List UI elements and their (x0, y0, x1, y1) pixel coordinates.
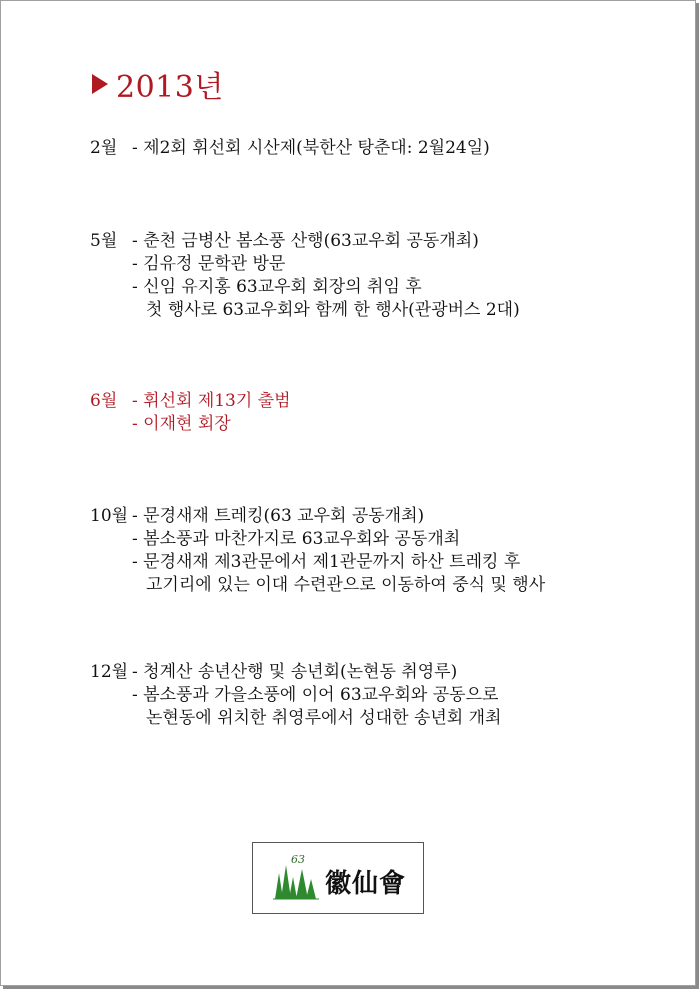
event-month: 10월 (90, 506, 129, 526)
event-item-continuation: 첫 행사로 63교우회와 함께 한 행사(관광버스 2대) (146, 300, 520, 320)
event-feb (90, 137, 490, 160)
event-line (90, 505, 545, 528)
club-logo (252, 842, 424, 914)
event-month: 6월 (90, 391, 118, 411)
year-heading-text: 2013년 (116, 70, 224, 105)
event-item: - 청계산 송년산행 및 송년회(논현동 취영루) (132, 662, 458, 682)
event-item: - 봄소풍과 마찬가지로 63교우회와 공동개최 (132, 529, 461, 549)
logo-text: 徽仙會 (325, 869, 407, 899)
event-may (90, 230, 520, 322)
event-oct (90, 505, 545, 597)
event-item: - 문경새재 트레킹(63 교우회 공동개최) (132, 506, 425, 526)
event-item: - 이재현 회장 (132, 414, 231, 434)
event-line (90, 137, 490, 160)
event-item: - 봄소풍과 가을소풍에 이어 63교우회와 공동으로 (132, 685, 499, 705)
triangle-bullet-icon (92, 74, 108, 94)
logo-number: 63 (291, 853, 305, 866)
event-item: - 휘선회 제13기 출범 (132, 391, 291, 411)
event-jun (90, 390, 291, 436)
event-line (90, 230, 520, 253)
event-month: 5월 (90, 231, 118, 251)
event-item-continuation: 논현동에 위치한 취영루에서 성대한 송년회 개최 (146, 708, 502, 728)
event-item: - 춘천 금병산 봄소풍 산행(63교우회 공동개최) (132, 231, 479, 251)
event-line (90, 390, 291, 413)
event-month: 12월 (90, 662, 129, 682)
event-item: - 문경새재 제3관문에서 제1관문까지 하산 트레킹 후 (132, 552, 521, 572)
event-month: 2월 (90, 138, 118, 158)
event-item: - 신임 유지홍 63교우회 회장의 취임 후 (132, 277, 422, 297)
event-item: - 김유정 문학관 방문 (132, 254, 286, 274)
event-item: - 제2회 휘선회 시산제(북한산 탕춘대: 2월24일) (132, 138, 490, 158)
year-heading (92, 62, 224, 106)
event-item-continuation: 고기리에 있는 이대 수련관으로 이동하여 중식 및 행사 (146, 575, 546, 595)
event-dec (90, 661, 501, 730)
event-line (90, 661, 501, 684)
